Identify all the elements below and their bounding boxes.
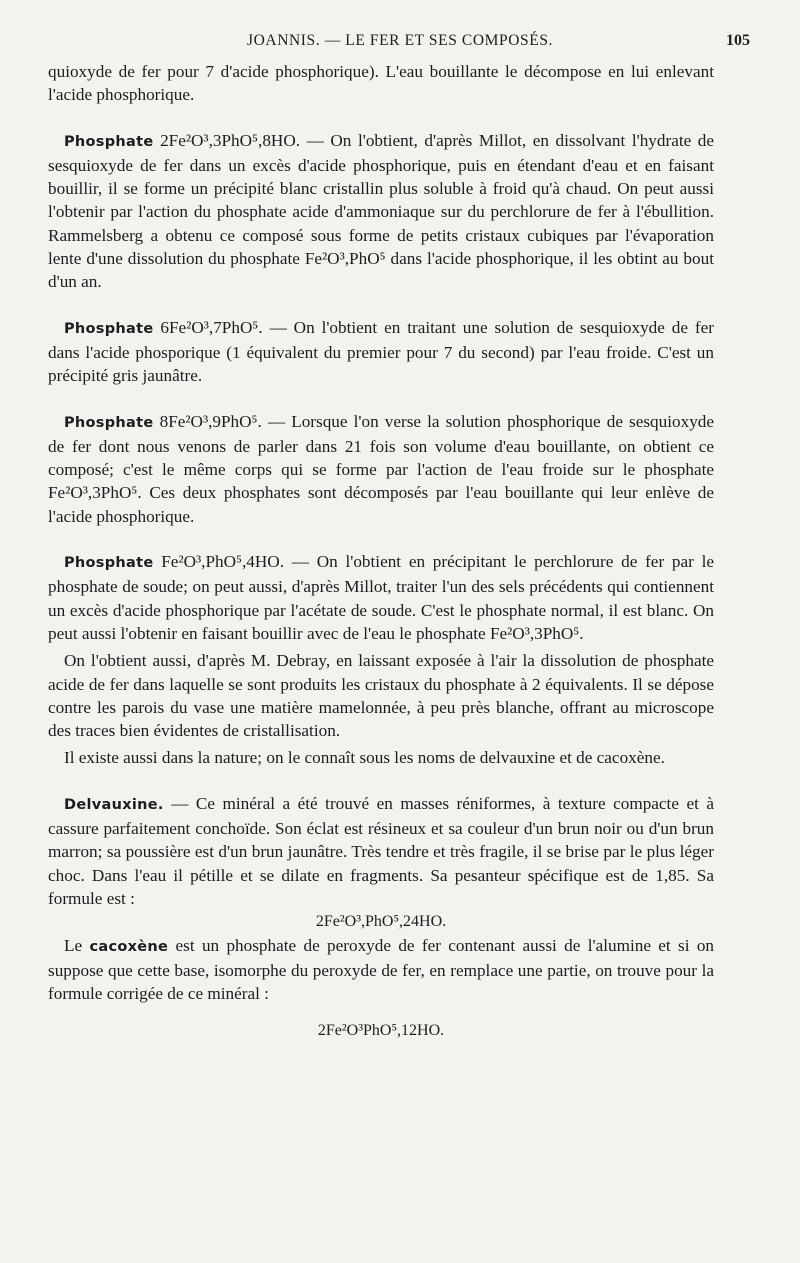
paragraph-text: — On l'obtient, d'après Millot, en dissolvant l'hydrate de sesquioxyde de fer dans un excès d'acide phosphorique, puis en étendant d'eau et en faisant bouillir, il se forme un précipité blanc cristallin plus soluble à froid qu'à chaud. On peut aussi l'obtenir par l'action du phosphate acide d'ammoniaque sur du perchlorure de fer à l'ébullition. Rammelsberg a obtenu ce composé sous forme de petits cristaux cubiques par l'évaporation lente d'une dissolution du phosphate Fe²O³,PhO⁵ dans l'acide phosphorique, il les obtint au bout d'un an. [48,130,715,292]
paragraph-text: quioxyde de fer pour 7 d'acide phosphorique). L'eau bouillante le décompose en lui enlevant l'acide phosphorique. [48,62,714,105]
paragraph-cacoxene [48,934,714,1006]
page-number: 105 [726,32,750,49]
paragraph-phosphate-2-3-8 [48,129,714,294]
paragraph-text: — Lorsque l'on verse la solution phosphorique de sesquioxyde de fer dont nous venons de parler dans 21 fois son volume d'eau bouillante, on obtient ce composé; c'est le même corps qui se forme par l'action de l'eau froide sur le phosphate Fe²O³,3PhO⁵. Ces deux phosphates sont décomposés par l'eau bouillante qui leur enlève de l'acide phosphorique. [48,411,715,526]
paragraph-delvauxine [48,792,714,910]
formula: 2Fe²O³,3PhO⁵,8HO. [160,130,301,150]
paragraph-text: est un phosphate de peroxyde de fer contenant aussi de l'alumine et si on suppose que cette base, isomorphe du peroxyde de fer, en remplace une partie, on trouve pour la formule corrigée de ce minéral : [48,935,715,1004]
rubric-label: Phosphate [64,414,154,431]
paragraph-phosphate-8-9 [48,410,714,528]
rubric-label: Phosphate [64,133,154,150]
running-title: JOANNIS. — LE FER ET SES COMPOSÉS. [246,32,554,49]
formula-cacoxene: 2Fe²O³PhO⁵,12HO. [317,1022,445,1040]
paragraph-text: — On l'obtient en précipitant le perchlorure de fer par le phosphate de soude; on peut aussi, d'après Millot, traiter l'un des sels précédents qui contiennent un excès d'acide phosphorique par l'acétate de soude. C'est le phosphate normal, il est blanc. On peut aussi l'obtenir en faisant bouillir avec de l'eau le phosphate Fe²O³,3PhO⁵. [48,552,715,643]
paragraph-text: Il existe aussi dans la nature; on le connaît sous les noms de delvauxine et de cacoxène. [64,748,665,768]
formula-delvauxine: 2Fe²O³,PhO⁵,24HO. [315,913,447,931]
formula: 6Fe²O³,7PhO⁵. [160,317,263,337]
paragraph-phosphate-6-7 [48,316,714,388]
rubric-label: cacoxène [89,938,169,955]
paragraph-text: On l'obtient aussi, d'après M. Debray, en laissant exposée à l'air la dissolution de phosphate acide de fer dans laquelle se sont produits les cristaux du phosphate à 2 équivalents. Il se dépose contre les parois du vase une matière mamelonnée, à peu près blanche, offrant au microscope des traces bien évidentes de cristallisation. [48,651,714,741]
paragraph-nature [48,746,714,769]
formula: Fe²O³,PhO⁵,4HO. [161,552,285,572]
page-header [0,32,800,56]
paragraph-phosphate-normal [48,550,714,645]
lead-word: Le [64,935,83,955]
formula: 8Fe²O³,9PhO⁵. [159,411,262,431]
paragraph-continuation [48,60,714,107]
paragraph-text: — Ce minéral a été trouvé en masses réniformes, à texture compacte et à cassure parfaitement conchoïde. Son éclat est résineux et sa couleur d'un brun noir ou d'un brun marron; sa poussière est d'un brun jaunâtre. Très tendre et très fragile, il se brise par le plus léger choc. Dans l'eau il pétille et se dilate en fragments. Sa pesanteur spécifique est de 1,85. Sa formule est : [48,793,715,908]
body-text [48,60,714,1043]
rubric-label: Delvauxine. [64,796,164,813]
rubric-label: Phosphate [64,320,154,337]
paragraph-text: — On l'obtient en traitant une solution de sesquioxyde de fer dans l'acide phosporique (1 équivalent du premier pour 7 du second) par l'eau froide. C'est un précipité gris jaunâtre. [48,317,714,386]
paragraph-debray [48,649,714,742]
rubric-label: Phosphate [64,555,154,572]
